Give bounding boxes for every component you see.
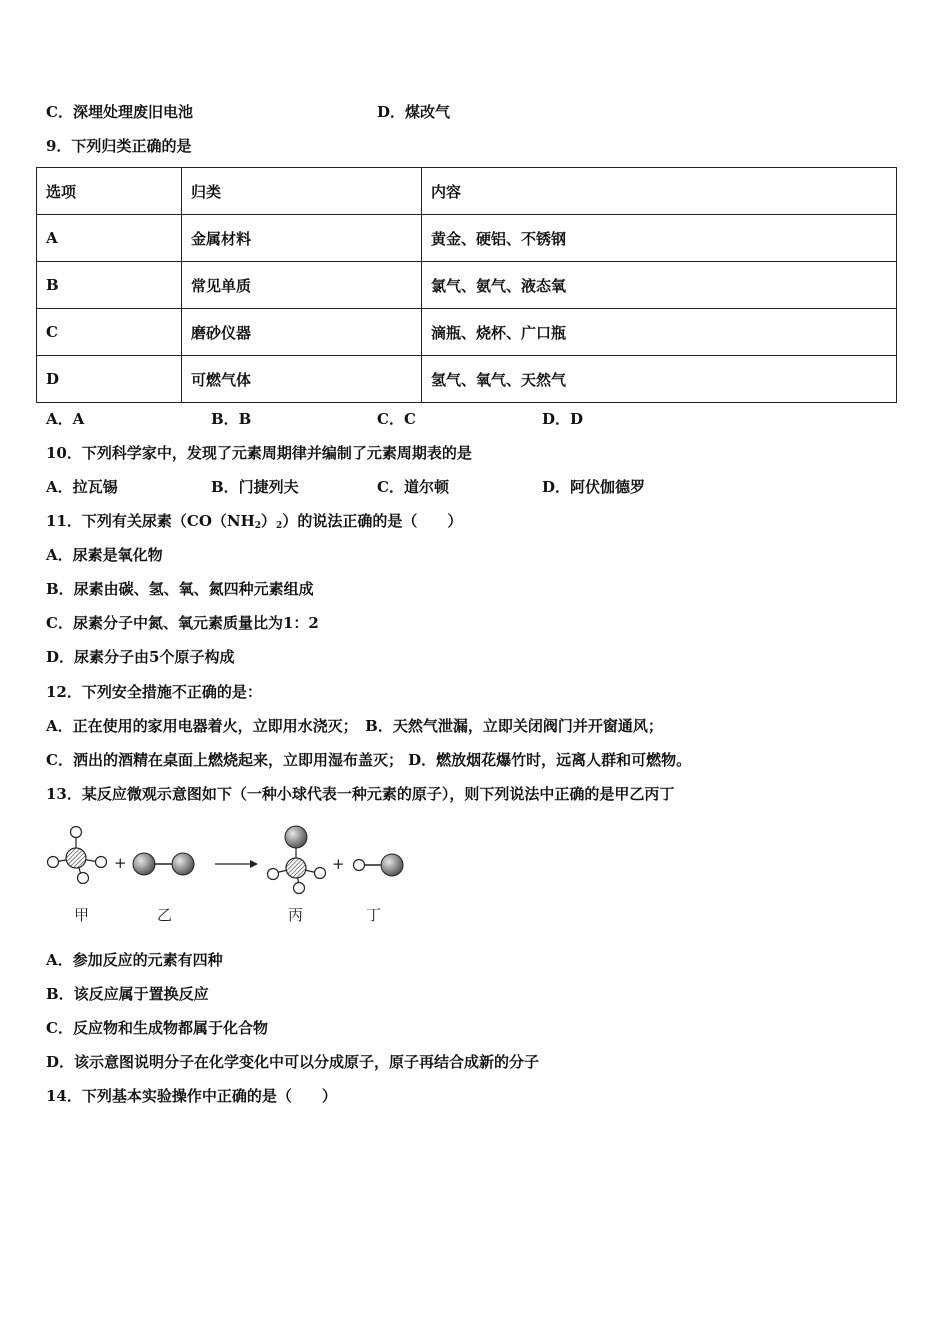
subscript: 2 [276, 521, 283, 531]
q13-option-b: B．该反应属于置换反应 [46, 985, 209, 1003]
label-ding: 丁 [366, 906, 382, 924]
q8-option-c: C．深埋处理废旧电池 [46, 103, 193, 121]
q11-option-b: B．尿素由碳、氢、氧、氮四种元素组成 [46, 580, 314, 598]
q13-option-c: C．反应物和生成物都属于化合物 [46, 1019, 268, 1037]
table-cell: A [37, 215, 182, 262]
table-cell: 常见单质 [182, 262, 422, 309]
q11-stem-part: ）的说法正确的是（ ） [282, 512, 463, 530]
q9-option-c: C．C [377, 410, 416, 428]
label-jia: 甲 [74, 906, 90, 924]
plus-sign: + [114, 854, 127, 872]
classification-table [36, 167, 897, 403]
table-cell: 滴瓶、烧杯、广口瓶 [422, 309, 897, 356]
table-cell: D [37, 356, 182, 403]
table-cell: 氯气、氨气、液态氧 [422, 262, 897, 309]
q9-option-a: A．A [46, 410, 85, 428]
table-row [37, 309, 897, 356]
q9-option-b: B．B [211, 410, 252, 428]
table-row [37, 262, 897, 309]
table-row [37, 215, 897, 262]
table-cell: 氢气、氧气、天然气 [422, 356, 897, 403]
molecule-bing [268, 826, 326, 894]
table-cell: 可燃气体 [182, 356, 422, 403]
table-header-row [37, 168, 897, 215]
q10-stem: 10．下列科学家中，发现了元素周期律并编制了元素周期表的是 [46, 444, 472, 462]
reaction-diagram [40, 820, 420, 930]
subscript: 2 [254, 521, 262, 531]
table-header-cell: 内容 [422, 168, 897, 215]
q11-option-d: D．尿素分子由5个原子构成 [46, 648, 235, 666]
q10-option-a: A．拉瓦锡 [46, 478, 118, 496]
table-cell: 金属材料 [182, 215, 422, 262]
arrow-icon [215, 860, 258, 868]
table-cell: 黄金、硬铝、不锈钢 [422, 215, 897, 262]
q13-option-d: D．该示意图说明分子在化学变化中可以分成原子，原子再结合成新的分子 [46, 1053, 540, 1071]
q9-option-d: D．D [542, 410, 584, 428]
label-bing: 丙 [288, 906, 304, 924]
q11-stem [46, 511, 462, 536]
table-cell: 磨砂仪器 [182, 309, 422, 356]
table-cell: B [37, 262, 182, 309]
q11-stem-part: ） [261, 512, 277, 530]
table-header-cell: 选项 [37, 168, 182, 215]
molecule-jia [48, 827, 107, 884]
q12-stem: 12．下列安全措施不正确的是： [46, 683, 262, 701]
q12-options-line1: A．正在使用的家用电器着火，立即用水浇灭； B．天然气泄漏，立即关闭阀门并开窗通风； [46, 717, 663, 735]
table-header-cell: 归类 [182, 168, 422, 215]
q11-stem-part: 11．下列有关尿素（CO（NH [46, 512, 255, 530]
molecule-yi [133, 853, 194, 875]
q10-option-c: C．道尔顿 [377, 478, 449, 496]
q12-options-line2: C．洒出的酒精在桌面上燃烧起来，立即用湿布盖灭； D．燃放烟花爆竹时，远离人群和可燃物。 [46, 751, 692, 769]
q13-option-a: A．参加反应的元素有四种 [46, 951, 223, 969]
q11-option-a: A．尿素是氧化物 [46, 546, 163, 564]
q9-stem: 9．下列归类正确的是 [46, 137, 192, 155]
q8-option-d: D．煤改气 [377, 103, 451, 121]
table-cell: C [37, 309, 182, 356]
table-row [37, 356, 897, 403]
q10-option-d: D．阿伏伽德罗 [542, 478, 646, 496]
q13-stem: 13．某反应微观示意图如下（一种小球代表一种元素的原子），则下列说法中正确的是甲乙丙丁 [46, 785, 675, 803]
label-yi: 乙 [157, 906, 173, 924]
plus-sign: + [332, 855, 345, 873]
molecule-ding [354, 854, 404, 876]
q10-option-b: B．门捷列夫 [211, 478, 299, 496]
q11-option-c: C．尿素分子中氮、氧元素质量比为1：2 [46, 614, 319, 632]
q14-stem: 14．下列基本实验操作中正确的是（ ） [46, 1087, 337, 1105]
